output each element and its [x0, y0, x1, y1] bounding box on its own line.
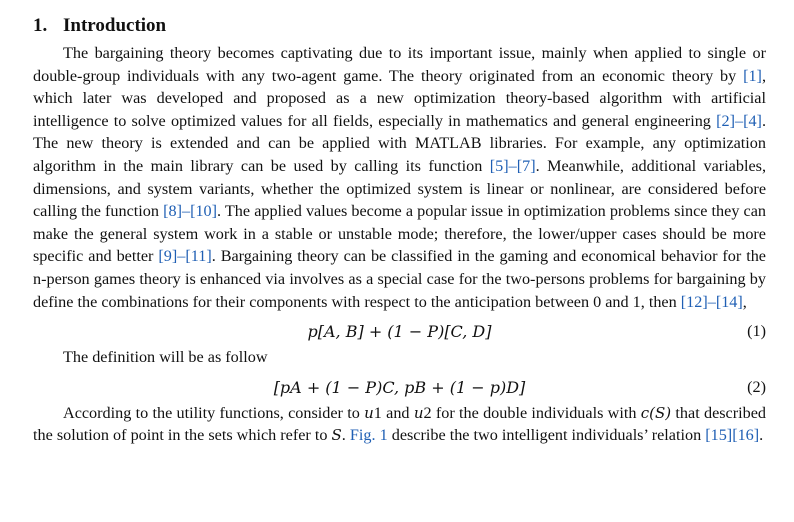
- paragraph-text: ,: [742, 292, 747, 311]
- section-number: 1.: [33, 15, 48, 36]
- paragraph-text: . The applied values become a popular issue in optimization problems since they can make the general system work in a stable or unstable mode; therefore, the lower/upper cases should be more specific and better: [33, 202, 766, 266]
- equation-2: [33, 375, 766, 400]
- paragraph-text: . Bargaining theory can be classified in the gaming and economical behavior for the n-person games theory is enhanced via involves as a special case for the two-persons problems for bargaining by define the combinations for their components with respect to the anticipation between 0 and 1, then: [33, 247, 766, 311]
- equation-number: (1): [747, 322, 766, 341]
- paragraph-text: that described the solution of point in the sets which refer to: [33, 403, 766, 445]
- citation-link[interactable]: [9]–[11]: [158, 247, 212, 266]
- paragraph-text: describe the two intelligent individuals’ relation: [387, 426, 706, 445]
- article-section: [33, 14, 766, 447]
- equation-expression: [pA + (1 − P)C, pB + (1 − p)D]: [273, 377, 526, 397]
- math-variable: S: [331, 426, 342, 445]
- citation-link[interactable]: [1]: [743, 66, 762, 85]
- paragraph-text: According to the utility functions, consider to: [63, 403, 365, 422]
- paragraph-text: . The new theory is extended and can be applied with MATLAB libraries. For example, any optimization algorithm in the main library can be used by calling its function: [33, 111, 766, 175]
- citation-link[interactable]: [16]: [732, 426, 760, 445]
- citation-link[interactable]: [12]–[14]: [680, 292, 743, 311]
- paragraph-text: , which later was developed and proposed as a new optimization theory-based algorithm with artificial intelligence to solve optimized values for all fields, especially in mathematics and general engineering: [33, 66, 766, 130]
- figure-link[interactable]: Fig. 1: [349, 426, 388, 445]
- paragraph-text: 2 for the double individuals with: [423, 403, 641, 422]
- citation-link[interactable]: [15]: [705, 426, 733, 445]
- equation-number: (2): [747, 377, 766, 396]
- citation-link[interactable]: [5]–[7]: [489, 156, 536, 175]
- paragraph-text: The bargaining theory becomes captivating due to its important issue, mainly when applied to single or double-group individuals with any two-agent game. The theory originated from an economic theory by: [33, 44, 766, 85]
- math-expression: c(S): [640, 403, 672, 422]
- equation-1: [33, 319, 766, 344]
- citation-link[interactable]: [8]–[10]: [163, 202, 218, 221]
- intro-paragraph: [33, 42, 766, 313]
- paragraph-text: .: [341, 426, 350, 445]
- section-title: Introduction: [63, 15, 167, 36]
- math-variable: u: [364, 403, 374, 422]
- math-variable: u: [413, 403, 424, 422]
- utility-paragraph: [33, 402, 766, 447]
- paragraph-text: . Meanwhile, additional variables, dimensions, and system variants, whether the optimized system is linear or nonlinear, are considered before calling the function: [33, 156, 766, 221]
- citation-link[interactable]: [2]–[4]: [716, 111, 762, 130]
- paragraph-text: .: [759, 426, 764, 445]
- definition-text: The definition will be as follow: [63, 348, 268, 367]
- paragraph-text: 1 and: [373, 403, 414, 422]
- equation-expression: p[A, B] + (1 − P)[C, D]: [307, 322, 492, 342]
- section-heading: [33, 14, 766, 38]
